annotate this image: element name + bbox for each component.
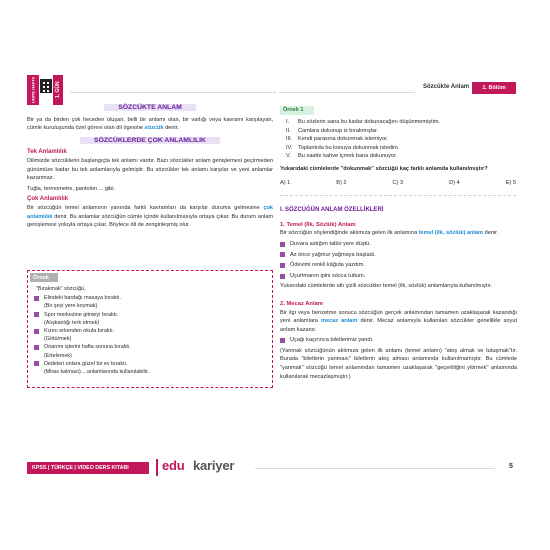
roman-item: II. Camlara dokunup iz bırakmışlar. [286, 127, 379, 134]
subtitle-mecaz-anlam: 2. Mecaz Anlam [280, 300, 323, 307]
list-item-note: (Miras kalması)... anlamlarında kullanılabilir. [44, 369, 149, 376]
list-item: Kızını erkenden okula bıraktı. [34, 327, 270, 335]
section-title-anlam-ozellikleri: I. SÖZCÜĞÜN ANLAM ÖZELLİKLERİ [280, 207, 384, 214]
bullet-square-icon [280, 242, 285, 247]
badge-strip: UNITE HAFTA [27, 75, 39, 105]
question-text: Yukarıdaki cümlelerde "dokunmak" sözcüğü kaç farklı anlamda kullanılmıştır? [280, 165, 488, 172]
badge-day: 1. GÜN [53, 75, 63, 105]
bullet-square-icon [280, 338, 285, 343]
section-header-tag: 1. Bölüm [472, 82, 516, 94]
option-b[interactable]: B) 2 [336, 179, 347, 186]
bullet-square-icon [280, 263, 285, 268]
top-divider-right [279, 92, 415, 93]
right-column [280, 106, 517, 383]
list-item: Ödevimi renkli kâğıda yazdım. [280, 261, 517, 270]
highlight-temel-anlam: temel (ilk, sözlük) anlam [418, 230, 484, 237]
roman-item: I. Bu sözlerin sana bu kadar dokunacağını düşünmemiştim. [286, 119, 441, 125]
page-number: 5 [509, 463, 513, 470]
section-title-cok-anlamlilik: SÖZCÜKLERDE ÇOK ANLAMLILIK [27, 137, 273, 146]
temel-anlam-note: Yukarıdaki cümlelerde altı çizili sözcükler temel (ilk, sözlük) anlamlarıyla kullanılmıştır. [280, 283, 493, 290]
example-1-tab: Örnek 1 [280, 106, 314, 115]
answer-options [280, 179, 516, 188]
bullet-square-icon [34, 296, 39, 301]
qr-code-icon[interactable] [40, 79, 52, 93]
temel-anlam-list [280, 240, 517, 280]
left-column [27, 104, 273, 232]
example-tab: Örnek [30, 273, 58, 282]
option-e[interactable]: E) 5 [505, 179, 516, 186]
mecaz-anlam-text: Bir ilgi veya benzetme sonucu sözcüğün gerçek anlamından tamamen uzaklaşarak kazandığı yeni anlamlara mecaz anlam denir. Mecaz anlamıyla kullanılan sözcükler genellikle soyut anlam kazanır. [280, 309, 517, 333]
temel-anlam-text: Bir sözcüğün söylendiğinde aklımıza gelen ilk anlamına temel (ilk, sözlük) anlam denir. [280, 230, 499, 237]
list-item: Uçağı kaçırınca biletlerimiz yandı. [280, 336, 517, 345]
footer-separator [156, 459, 158, 476]
roman-item: IV. Toplantıda bu konuya dokunmak istedim. [286, 144, 400, 151]
list-item: Duvara astığım tablo yere düştü. [280, 240, 517, 249]
section-header-title: Sözcükte Anlam [423, 84, 470, 90]
list-item: Dedeleri onlara güzel bir ev bıraktı. [34, 360, 270, 368]
footer-label: KPSS | TÜRKÇE | VIDEO DERS KITABI [27, 462, 149, 474]
list-item: Elindeki bardağı masaya bıraktı. [34, 294, 270, 302]
list-item-note: (Alışkanlığı terk etmek) [44, 319, 100, 326]
list-item: Uçurtmanın ipini sıkıca tuttum. [280, 272, 517, 281]
top-divider-left [70, 92, 276, 93]
mecaz-anlam-note: (Yanmak sözcüğünün aklımıza gelen ilk anlamı (temel anlamı) "ateş almak ve tutuşmak"tır. Burada "biletlerin yanması" biletlerin ateş alması anlamında kullanılmamıştır. Bu cümlede "yanmak" sözcüğü temel anlamından tamamen uzaklaşarak "geçerliliğini yitirmek" anlamında kullanılarak mecazlaşmıştır.) [280, 347, 517, 380]
bullet-square-icon [34, 345, 39, 350]
dashed-divider [280, 195, 516, 196]
example-intro: "Bırakmak" sözcüğü, [36, 286, 86, 292]
subtitle-temel-anlam: 1. Temel (İlk, Sözlük) Anlam [280, 221, 356, 228]
highlight-cok-anlamlilik: çok anlamlılık [27, 204, 273, 220]
bullet-square-icon [34, 329, 39, 334]
bullet-square-icon [280, 274, 285, 279]
list-item-note: (Götürmek) [44, 336, 72, 343]
mecaz-anlam-list [280, 336, 517, 345]
bullet-square-icon [34, 312, 39, 317]
highlight-mecaz-anlam: mecaz anlam [321, 318, 358, 325]
list-item: Az önce yağmur yağmaya başladı. [280, 251, 517, 260]
bullet-square-icon [280, 252, 285, 257]
intro-paragraph: Bir ya da birden çok heceden oluşan, belli bir anlamı olan, bir varlığı veya kavramı karşılayan, cümle kuruluşunda özel görevi olan dil ögesine sözcük denir. [27, 116, 273, 132]
bullet-square-icon [34, 361, 39, 366]
logo-edu: edu [162, 458, 185, 473]
list-item: Onarımı işlerini hafta sonuna bıraktı. [34, 343, 270, 351]
subtitle-cok-anlamlilik: Çok Anlamlılık [27, 196, 69, 203]
list-item: Spor merkezine gitmeyi bıraktı. [34, 311, 270, 319]
option-d[interactable]: D) 4 [449, 179, 460, 186]
option-c[interactable]: C) 3 [392, 179, 404, 186]
subtitle-tek-anlamlilik: Tek Anlamlılık [27, 149, 67, 156]
logo-kariyer: kariyer [193, 458, 235, 473]
tek-anlamlilik-examples: Tuğla, termometre, pantolon ... gibi. [27, 185, 116, 192]
list-item-note: (Bir şeyi yere koymak) [44, 303, 98, 310]
option-a[interactable]: A) 1 [280, 179, 291, 186]
cok-anlamlilik-text: Bir sözcüğün temel anlamının yanında farklı kavramları da karşılar duruma gelmesine çok anlamlılık denir. Bu anlamlar sözcüğün cümle içinde kullanılmasıyla ortaya çıkar. Bu durum anlam genişlemesi yoluyla ortaya çıkar. Böylece dil de zenginleşmiş olur. [27, 204, 273, 229]
example-list [34, 285, 270, 376]
tek-anlamlilik-text: Dilimizde sözcüklerin başlangıçta tek anlamı vardır. Bazı sözcükler anlam genişlemesi geçirmeden günümüze kadar bu tek anlamlarıyla gelmiştir. Bu sözcükler tek anlamı karşılar ve yeni anlamlar kazanmaz. [27, 157, 273, 182]
section-title-sozcukte-anlam: SÖZCÜKTE ANLAM [27, 104, 273, 113]
chapter-badge [27, 75, 63, 105]
roman-item: V. Bu saatte kahve içmek bana dokunuyor. [286, 153, 398, 160]
highlight-sozcuk: sözcük [144, 125, 164, 132]
footer-divider [255, 468, 495, 469]
roman-item: III. Kendi parasına dokunmak istemiyor. [286, 136, 389, 143]
list-item-note: (Ertelemek) [44, 352, 72, 359]
